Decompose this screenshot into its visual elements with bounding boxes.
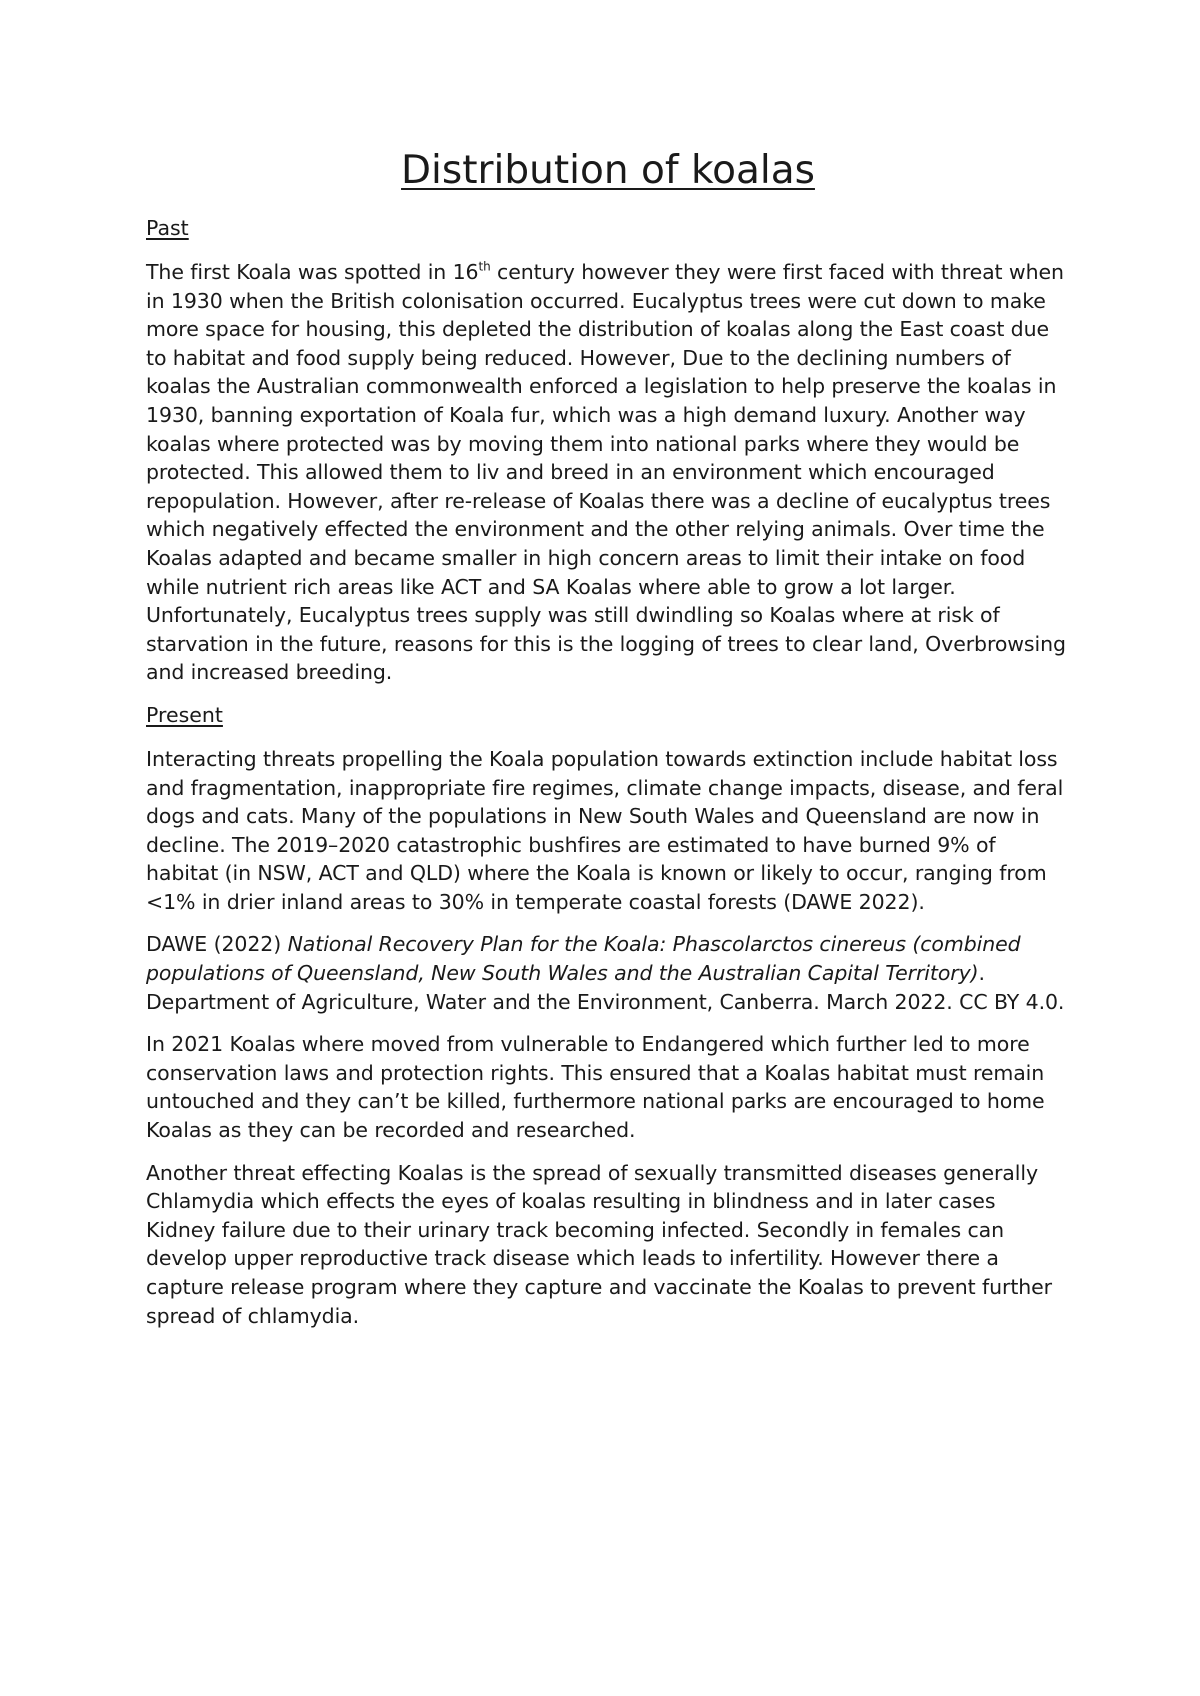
present-paragraph-disease: Another threat effecting Koalas is the spread of sexually transmitted diseases generally Chlamydia which effects the eyes of koalas resulting in blindness and in later cases Kidney failure due to their urinary track becoming infected. Secondly in females can develop upper reproductive track disease which leads to infertility. However there a capture release program where they capture and vaccinate the Koalas to prevent further spread of chlamydia. (146, 1160, 1053, 1328)
present-paragraph-endangered: In 2021 Koalas where moved from vulnerable to Endangered which further led to more conservation laws and protection rights. This ensured that a Koalas habitat must remain untouched and they can’t be killed, furthermore national parks are encouraged to home Koalas as they can be recorded and researched. (146, 1032, 1045, 1143)
citation-rest: . Department of Agriculture, Water and the Environment, Canberra. March 2022. CC BY 4.0. (146, 961, 1065, 1014)
section-heading-past: Past (146, 216, 189, 240)
past-paragraph-start: The first Koala was spotted in 16 (146, 260, 479, 284)
citation-author: DAWE (2022) (146, 932, 288, 957)
page-title: Distribution of koalas (401, 148, 815, 193)
present-paragraph-threats: Interacting threats propelling the Koala population towards extinction include habitat loss and fragmentation, inappropriate fire regimes, climate change impacts, disease, and feral dogs and cats. Many of the populations in New South Wales and Queensland are now in decline. The 2019–2020 catastrophic bushfires are estimated to have burned 9% of habitat (in NSW, ACT and QLD) where the Koala is known or likely to occur, ranging from <1% in drier inland areas to 30% in temperate coastal forests (DAWE 2022). (146, 746, 1064, 914)
past-paragraph (146, 258, 1070, 687)
citation-title: National Recovery Plan for the Koala: Phascolarctos cinereus (combined populations of Queensland, New South Wales and the Australian Capital Territory) (146, 932, 1021, 986)
ordinal-superscript: th (478, 259, 491, 274)
section-heading-present: Present (146, 702, 223, 727)
citation-paragraph (146, 930, 1070, 1016)
past-paragraph-rest: century however they were first faced with threat when in 1930 when the British colonisation occurred. Eucalyptus trees were cut down to make more space for housing, this depleted the distribution of koalas along the East coast due to habitat and food supply being reduced. However, Due to the declining numbers of koalas the Australian commonwealth enforced a legislation to help preserve the koalas in 1930, banning exportation of Koala fur, which was a high demand luxury. Another way koalas where protected was by moving them into national parks where they would be protected. This allowed them to liv and breed in an environment which encouraged repopulation. However, after re-release of Koalas there was a decline of eucalyptus trees which negatively effected the environment and the other relying animals. Over time the Koalas adapted and became smaller in high concern areas to limit their intake on food while nutrient rich areas like ACT and SA Koalas where able to grow a lot larger. Unfortunately, Eucalyptus trees supply was still dwindling so Koalas where at risk of starvation in the future, reasons for this is the logging of trees to clear land, Overbrowsing and increased breeding. (146, 260, 1066, 685)
document-body (146, 146, 1070, 1344)
